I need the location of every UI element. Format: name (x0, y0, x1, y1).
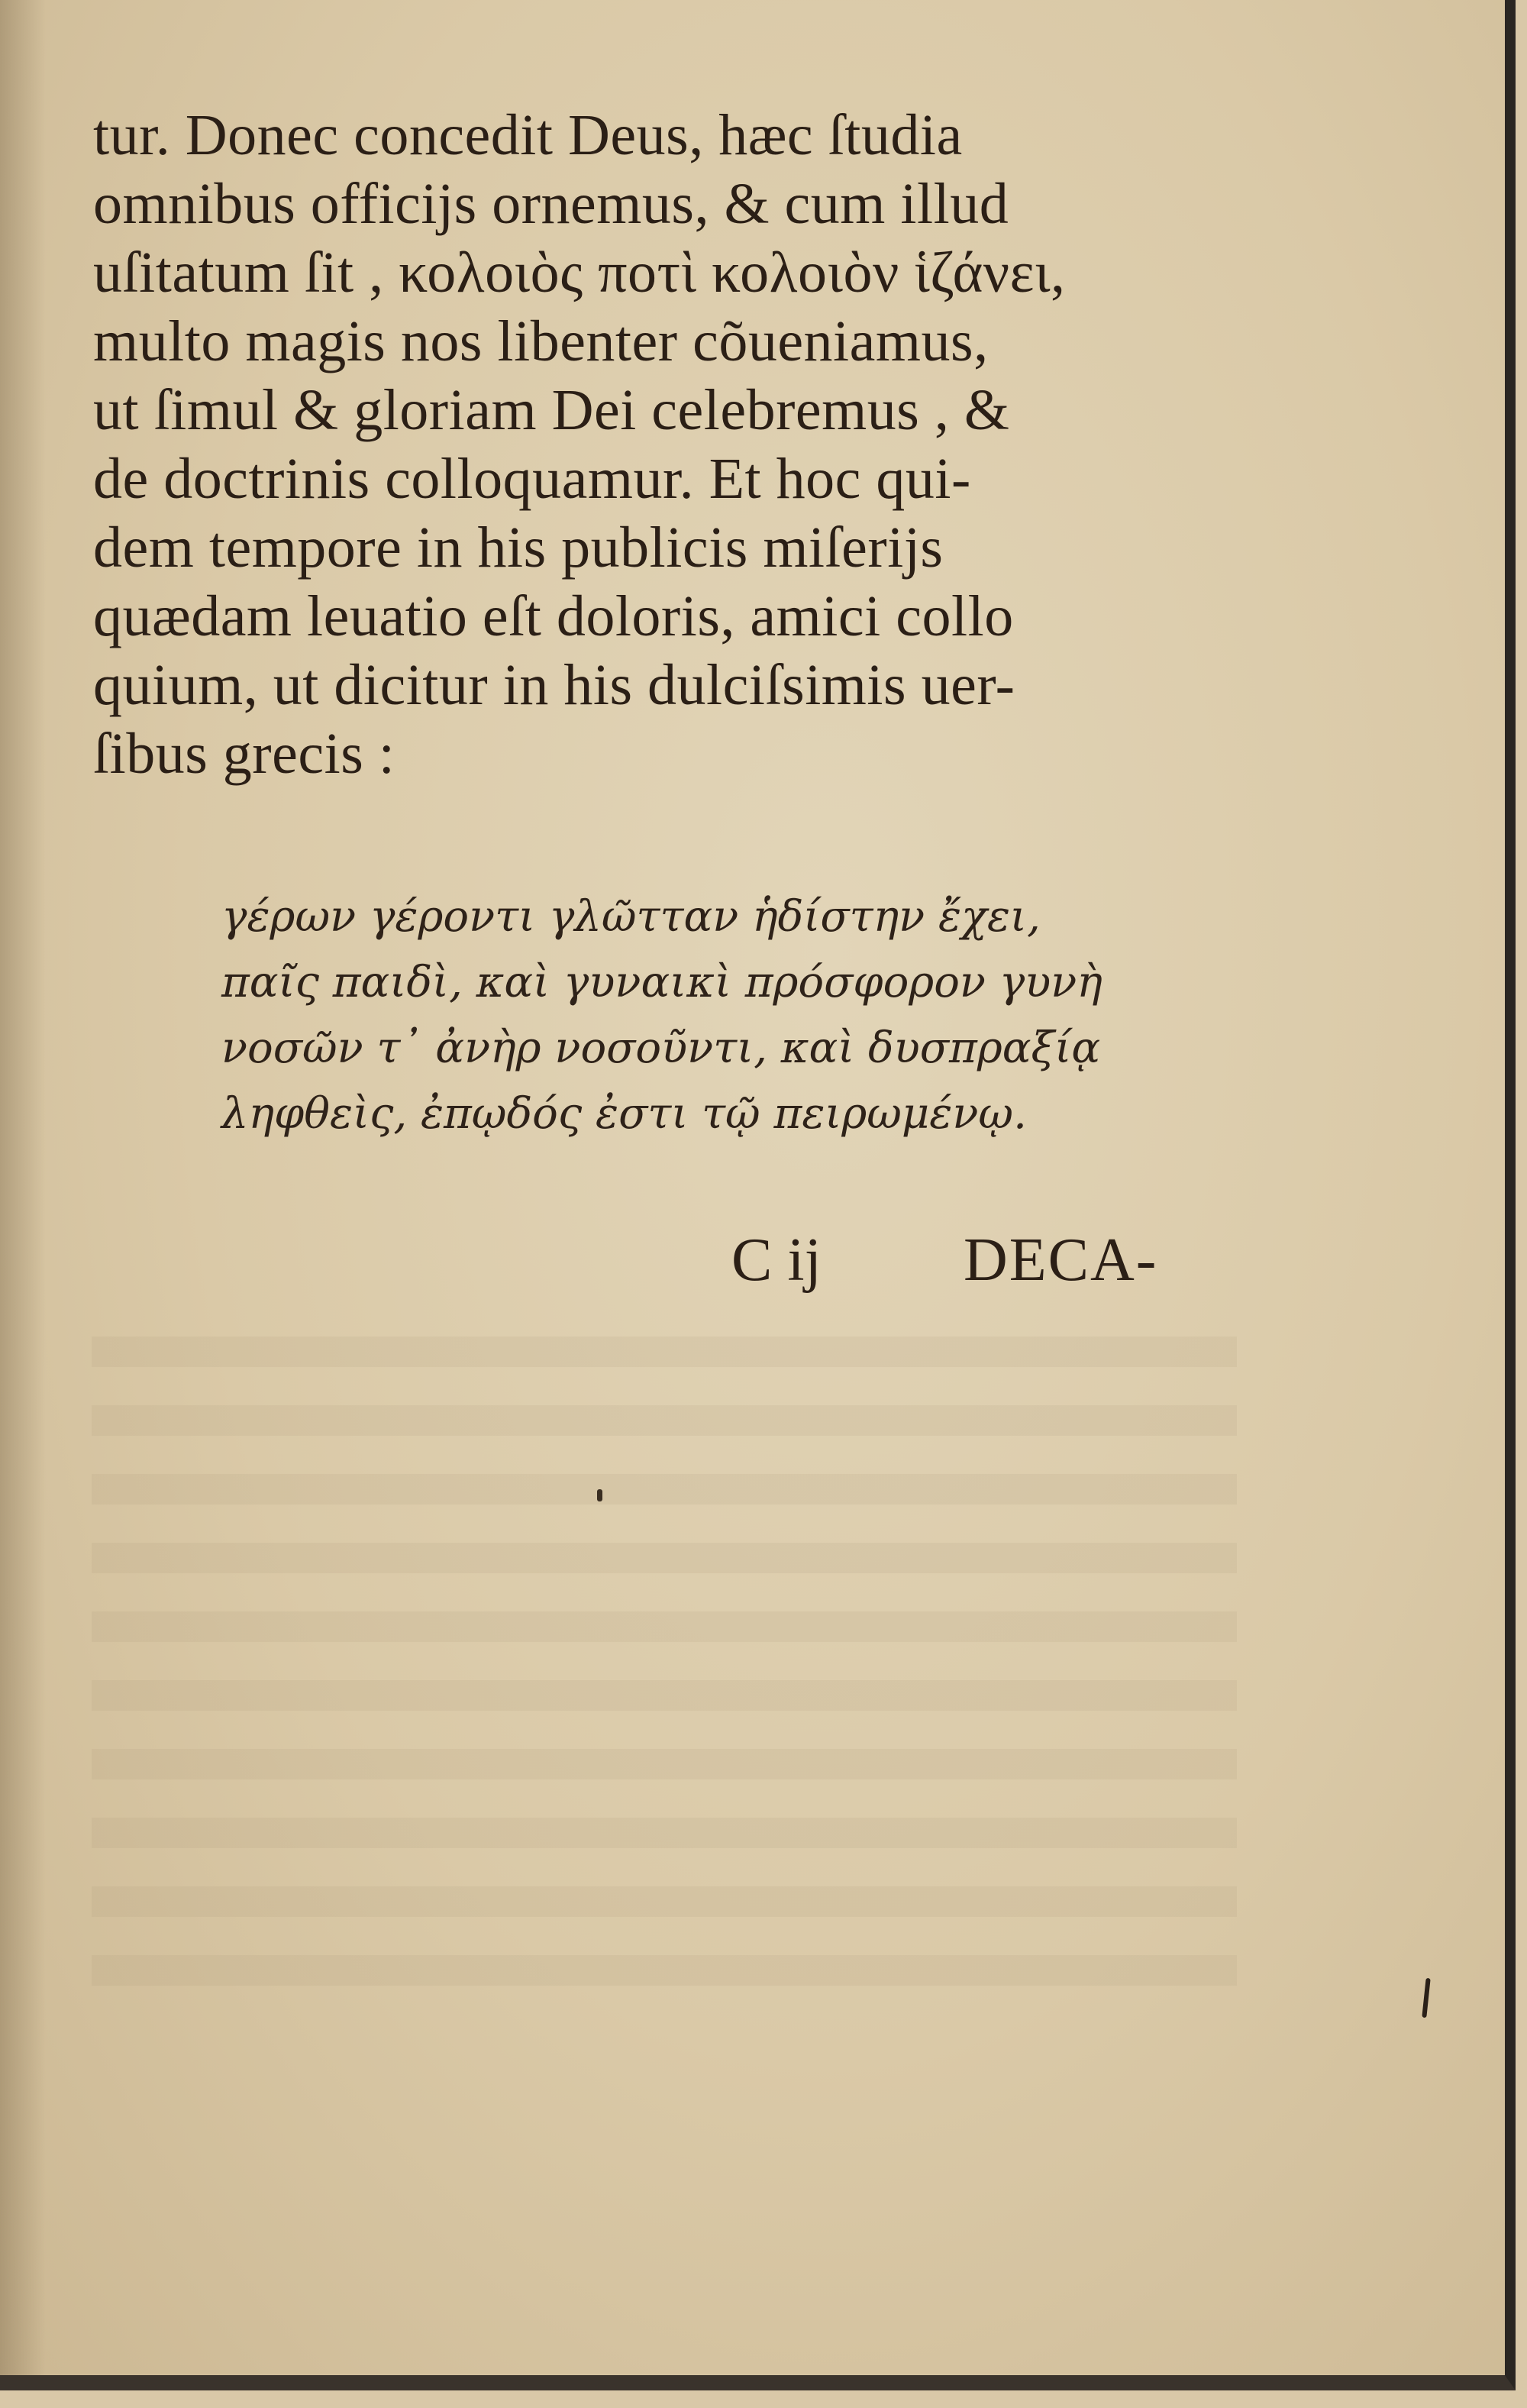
catchword: DECA- (964, 1227, 1158, 1294)
text-line: ut ſimul & gloriam Dei celebremus , & (93, 378, 1010, 442)
text-line: quædam leuatio eſt doloris, amici collo (93, 584, 1014, 648)
text-line: dem tempore in his publicis miſerijs (93, 516, 944, 580)
verse-line: παῖς παιδὶ, καὶ γυναικὶ πρόσφορον γυνὴ (221, 958, 1102, 1007)
text-line: quium, ut dicitur in his dulciſsimis uer- (93, 653, 1015, 717)
text-line: tur. Donec concedit Deus, hæc ſtudia (93, 103, 963, 167)
verse-line: νοσῶν τ᾽ ἀνὴρ νοσοῦντι, καὶ δυσπραξίᾳ (221, 1023, 1101, 1073)
show-through-texture (92, 1314, 1237, 2016)
text-line: multo magis nos libenter cõueniamus, (93, 309, 989, 373)
ink-mark (1422, 1978, 1430, 2018)
text-line: ſibus grecis : (93, 722, 395, 786)
verse-line: γέρων γέροντι γλῶτταν ἡδίστην ἔχει, (221, 892, 1041, 942)
text-line: uſitatum ſit , κολοιὸς ποτὶ κολοιὸν ἱζάνει, (93, 241, 1066, 305)
text-line: de doctrinis colloquamur. Et hoc qui- (93, 447, 971, 511)
gutter-shadow (0, 0, 46, 2375)
latin-text-block (93, 101, 1223, 788)
ink-speck (597, 1489, 602, 1501)
text-line: omnibus officijs ornemus, & cum illud (93, 172, 1009, 236)
greek-verse-block (221, 884, 1102, 1147)
verse-line: ληφθεὶς, ἐπῳδός ἐστι τῷ πειρωμένῳ. (221, 1089, 1027, 1139)
signature-mark: C ij (731, 1227, 822, 1294)
